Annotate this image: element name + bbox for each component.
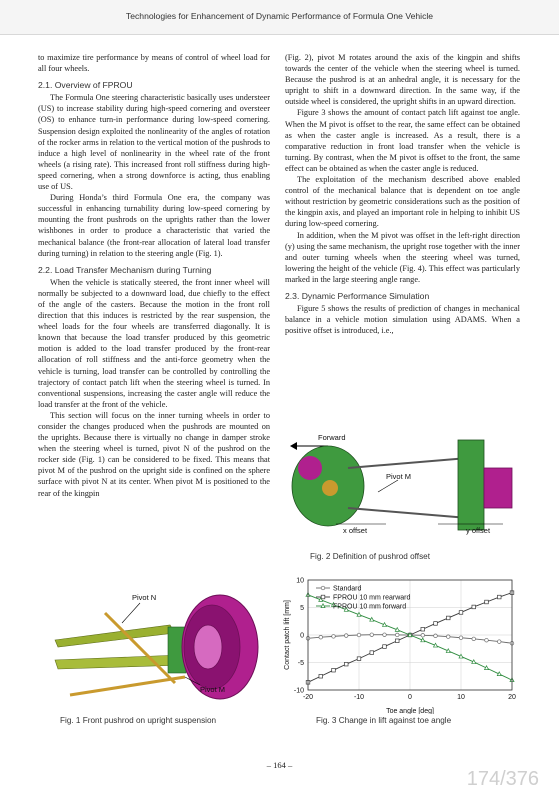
upper-wishbone [55, 625, 175, 647]
paragraph: The exploitation of the mechanism described above enabled control of the mechanical balance that is dependent on toe angle without restriction by geometric considerations such as the position of the kingpin axis, and played an important role in helping to inhibit US during low-speed cornering. [285, 175, 520, 229]
data-point [332, 635, 336, 639]
right-column [285, 52, 520, 336]
figure-2-caption: Fig. 2 Definition of pushrod offset [310, 552, 431, 561]
data-point [319, 674, 323, 678]
data-point [383, 645, 387, 649]
data-point [434, 634, 438, 638]
upright-detail [484, 468, 512, 508]
y-tick-label: 5 [300, 605, 304, 612]
legend-marker [321, 586, 325, 590]
section-heading: 2.2. Load Transfer Mechanism during Turning [38, 264, 212, 275]
paragraph: When the vehicle is statically steered, the front inner wheel will normally be subjected to a downward load, due chiefly to the effect of the angle of the casters. Because the motion in the front roll direction that this induces is restricted by the rear suspension, the wheel loads for the four wheels are transferred diagonally. It is known that because the load transfer produced by this geometric motion is added to the load transfer produced by the front-rear allocation of roll stiffness and the anti-force geometry when the vehicle is turning, load transfer can be controlled by controlling the trajectory of contact patch lift when the steering wheel is turned. In conventional suspensions, increasing the caster angle will reduce the load transfer at the front of the vehicle. [38, 277, 270, 409]
y-tick-label: 10 [296, 577, 304, 585]
data-point [472, 605, 476, 609]
paragraph: Figure 5 shows the results of prediction of changes in mechanical balance in a vehicle motion simulation using ADAMS. When a positive offset is introduced, i.e., [285, 304, 520, 336]
data-point [446, 635, 450, 639]
data-point [421, 627, 425, 631]
upright [458, 440, 484, 530]
figure-2 [288, 428, 518, 540]
data-point [485, 638, 489, 642]
forward-label: Forward [318, 433, 346, 442]
y-offset-label: y offset [466, 526, 491, 535]
data-point [485, 600, 489, 604]
data-point [370, 633, 374, 637]
data-point [383, 633, 387, 637]
paragraph: In addition, when the M pivot was offset in the left-right direction (y) using the same mechanism, the upright rose together with the inner and outer turning wheels when the steering wheel was turned, lowering the height of the vehicle (Fig. 4). This effect was particularly marked in the large steering angle range. [285, 230, 520, 284]
data-point [395, 633, 399, 637]
wheel-hub [194, 625, 222, 669]
page-number: – 164 – [266, 760, 293, 770]
figure-1 [50, 585, 265, 705]
pivot-leader [378, 480, 398, 492]
paragraph: This section will focus on the inner turning wheels in order to consider the changes produced when the pushrods are mounted on the uprights. Because there is virtually no change in damper stroke when the steering wheel is turned, pivot N of the pushrod on the rocker side (Fig. 1) can be considered to be fixed. This means that pivot M of the pushrod on the upright side is confined on the sphere surface with pivot N at its center. When pivot M is positioned to the rear of the kingpin [38, 410, 270, 498]
data-point [357, 633, 361, 637]
x-tick-label: 20 [508, 694, 516, 701]
x-tick-label: 0 [408, 694, 412, 701]
x-offset-label: x offset [343, 526, 368, 535]
data-point [395, 639, 399, 643]
pushrod [105, 613, 175, 683]
data-point [357, 657, 361, 661]
forward-arrowhead [290, 442, 297, 450]
paragraph: (Fig. 2), pivot M rotates around the axis of the kingpin and shifts towards the center of the vehicle when the steering wheel is turned. Because the pushrod is at an anhedral angle, it is necessary for the upright to shift in a downward direction. In the same way, if the outside wheel is considered, the upright shifts in an upward direction. [285, 53, 520, 107]
x-axis-label: Toe angle [deg] [386, 708, 434, 714]
y-tick-label: 0 [300, 632, 304, 640]
data-point [497, 595, 501, 599]
suspension-illustration [50, 585, 265, 705]
lift-chart [282, 574, 522, 714]
legend-entry: Standard [333, 585, 362, 593]
y-tick-label: -10 [293, 687, 304, 695]
arm-lower [348, 508, 468, 518]
data-point [319, 635, 323, 639]
legend-entry: FPROU 10 mm forward [333, 603, 407, 611]
arm-upper [348, 458, 468, 468]
y-axis-label: Contact patch lift [mm] [284, 600, 291, 670]
offset-illustration [288, 428, 518, 540]
pivot-n-leader [122, 603, 140, 623]
pivot-m-label: Pivot M [386, 472, 412, 481]
data-point [332, 668, 336, 672]
data-point [459, 611, 463, 615]
y-tick-label: -5 [297, 660, 304, 667]
running-header [0, 0, 559, 35]
figure-3 [282, 574, 522, 714]
data-point [459, 636, 463, 640]
x-tick-label: 10 [457, 694, 465, 701]
hub [322, 480, 338, 496]
header-title: Technologies for Enhancement of Dynamic Performance of Formula One Vehicle [125, 11, 434, 21]
paragraph: Figure 3 shows the amount of contact patch lift against toe angle. When the M pivot is offset to the rear, the same effect can be obtained as when the caster angle is increased. As a result, there is a comparative reduction in front load transfer when the vehicle is turning. By contrast, when the M pivot is offset to the front, the same effect can be obtained as when the caster angle is reduced. [285, 108, 520, 173]
data-point [344, 662, 348, 666]
x-tick-label: -10 [353, 694, 365, 701]
data-point [370, 651, 374, 655]
data-point [421, 633, 425, 637]
brake-caliper [298, 456, 322, 480]
data-point [472, 637, 476, 641]
section-heading: 2.3. Dynamic Performance Simulation [285, 290, 430, 301]
page-counter: 174/376 [466, 768, 539, 790]
paragraph: to maximize tire performance by means of control of wheel load for all four wheels. [38, 53, 270, 74]
legend [316, 586, 411, 611]
data-point [434, 622, 438, 626]
paragraph: The Formula One steering characteristic basically uses understeer (US) to increase stability during high-speed cornering and oversteer (OS) to enhance turn-in performance during low-speed cornering. Suspension design exploited the nonlinearity of the angles of rotation of the rocker arms in relation to the vertical motion of the pushrods to induce a high level of nonlinearity in the wheel rate of the front wheels (a rising rate). This increased front roll stiffness during high-speed cornering, when a strong downforce is acting, thus enabling use of US. [38, 93, 270, 192]
pivot-n-label: Pivot N [132, 593, 157, 602]
paragraph: During Honda’s third Formula One era, the company was successful in enhancing turnability during low-speed cornering by mounting the front pushrods on the uprights rather than the lower wishbones in order to produce a characteristic that varied the mechanical balance (the front-rear allocation of lateral load transfer during turning) in relation to the steering angle (Fig. 1). [38, 193, 270, 258]
data-point [497, 640, 501, 644]
pivot-m-label: Pivot M [200, 685, 226, 694]
figure-1-caption: Fig. 1 Front pushrod on upright suspension [60, 716, 217, 725]
legend-entry: FPROU 10 mm rearward [333, 594, 411, 602]
data-point [446, 616, 450, 620]
x-tick-label: -20 [302, 694, 314, 701]
pushrod-2 [70, 677, 185, 695]
legend-marker [321, 595, 325, 599]
section-heading: 2.1. Overview of FPROU [38, 80, 133, 91]
lower-wishbone [55, 655, 185, 669]
data-point [344, 634, 348, 638]
figure-3-caption: Fig. 3 Change in lift against toe angle [316, 716, 452, 725]
left-column [38, 52, 270, 499]
